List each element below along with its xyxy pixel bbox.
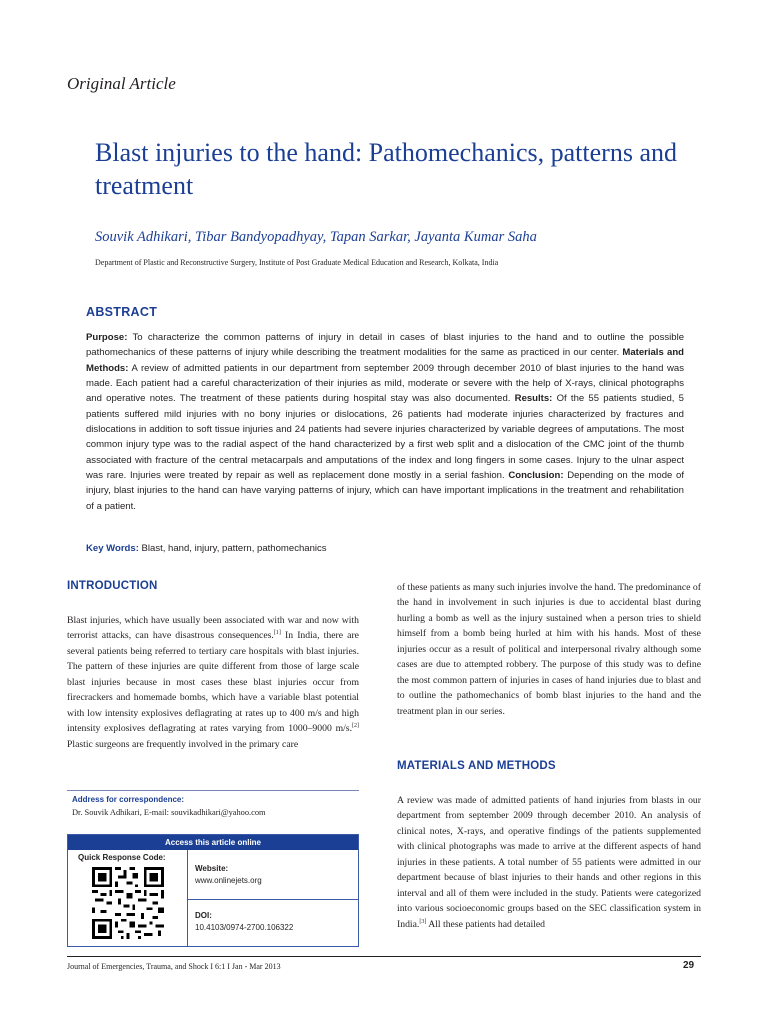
author-list: Souvik Adhikari, Tibar Bandyopadhyay, Tapan Sarkar, Jayanta Kumar Saha [95,229,537,245]
access-box-title: Access this article online [68,835,358,850]
article-type-label: Original Article [67,74,176,93]
abstract-heading: ABSTRACT [86,305,158,319]
footer-divider [67,956,701,957]
website-label: Website: [195,864,229,873]
affiliation: Department of Plastic and Reconstructive Surgery, Institute of Post Graduate Medical Education and Research, Kolkata, India [95,258,499,267]
methods-heading: MATERIALS AND METHODS [397,760,556,772]
access-box-horizontal-divider [188,899,358,900]
introduction-paragraph [67,613,359,752]
access-article-box [67,834,359,947]
methods-text-part-2: All these patients had detailed [426,918,545,930]
doi-label: DOI: [195,911,212,920]
page-number: 29 [683,960,695,971]
abstract-methods-text: A review of admitted patients in our department from september 2009 through december 2010 of blast injuries to the hand was made. Each patient had a careful characterization of their injuries as mild, moderate or severe with the help of X-rays, clinical photographs and operative notes. The treatment of these patients during hospital stay was also documented. [86,362,684,405]
keywords-text: Blast, hand, injury, pattern, pathomechanics [138,543,327,554]
introduction-heading: INTRODUCTION [67,580,158,592]
correspondence-text: Dr. Souvik Adhikari, E-mail: souvikadhikari@yahoo.com [72,808,266,817]
intro-text-part-3: Plastic surgeons are frequently involved in the primary care [67,738,299,750]
keywords [86,543,327,554]
correspondence-heading: Address for correspondence: [72,795,185,804]
access-box-vertical-divider [187,850,188,946]
abstract-conclusion-label: Conclusion: [508,470,564,482]
citation-2[interactable]: [2] [352,723,359,730]
qr-code-label: Quick Response Code: [78,853,166,862]
abstract-conclusion-text: Depending on the mode of injury, blast injuries to the hand can have varying patterns of injury, which can have important implications in the treatment and rehabilitation of a patient. [86,470,684,512]
intro-text-part-2: In India, there are several patients being referred to tertiary care hospitals with blast injuries. The pattern of these injuries are quite different from those of large scale blast injuries because in most cases these blast injuries occur from firecrackers and homemade bombs, which have a variable blast potential with low intensity explosives deflagrating at rates up to 400 m/s and high intensity explosives deflagrating at rates varying from 1000–9000 m/s. [67,630,359,735]
qr-code-image[interactable] [92,867,164,939]
abstract-purpose-label: Purpose: [86,332,128,343]
footer-journal-info: Journal of Emergencies, Trauma, and Shock I 6:1 I Jan - Mar 2013 [67,962,281,971]
doi-value[interactable]: 10.4103/0974-2700.106322 [195,923,294,932]
intro-text-part-1: Blast injuries, which have usually been associated with war and now with terrorist attacks, can have disastrous consequences. [67,615,359,642]
abstract-results-label: Results: [514,393,553,405]
introduction-continued-paragraph: of these patients as many such injuries involve the hand. The predominance of the hand in involvement in such injuries is due to accidental blast during hurling a bomb as well as the injury sustained when a person tries to shield himself from a bomb being hurled at him with his hands. Most of these injuries occur as a result of political and interpersonal rivalry although some cases are due to attempted robbery. The purpose of this study was to define the most common pattern of injuries in cases of hand injuries due to blast and to outline the pathomechanics of bomb blast injuries to the hand and the treatment plan in our series. [397,582,701,717]
article-title: Blast injuries to the hand: Pathomechanics, patterns and treatment [95,138,677,200]
correspondence-divider [67,790,359,791]
abstract-body [86,330,684,514]
methods-text-part-1: A review was made of admitted patients of hand injuries from blasts in our department from september 2009 through december 2010. An analysis of clinical notes, X-rays, and operative findings of the patients supplemented with clinical photographs was made to arrive at the different aspects of hand injuries in these patients. A total number of 55 patients were admitted in our department because of blast injuries to their hands and other regions in this interval and all of them were included in the study. Patients were categorized into various socioeconomic groups based on the SEC classification system in India. [397,795,701,930]
abstract-methods-label: Materials and Methods: [86,347,684,374]
citation-3[interactable]: [3] [419,918,427,925]
methods-paragraph [397,793,701,932]
citation-1[interactable]: [1] [273,630,281,637]
keywords-label: Key Words: [86,543,139,554]
abstract-purpose-text: To characterize the common patterns of injury in detail in cases of blast injuries to the hand and to outline the possible pathomechanics of these patterns of injury while describing the treatment modalities for the same as practiced in our center. [86,332,684,359]
abstract-results-text: Of the 55 patients studied, 5 patients suffered mild injuries with no bony injuries or dislocations, 26 patients had moderate injuries characterized by fractures and dislocations in addition to soft tissue injuries and 24 patients had severe injuries characterized by variable degrees of amputations. The most common injury type was to the radial aspect of the hand characterized by a first web split and a dislocation of the CMC joint of the thumb associated with fracture of the central metacarpals and amputations of the index and long fingers in some cases. Injury to the ulnar aspect was rare. Injuries were treated by repair as well as replacement done mostly in a serial fashion. [86,393,684,482]
website-link[interactable]: www.onlinejets.org [195,876,262,885]
